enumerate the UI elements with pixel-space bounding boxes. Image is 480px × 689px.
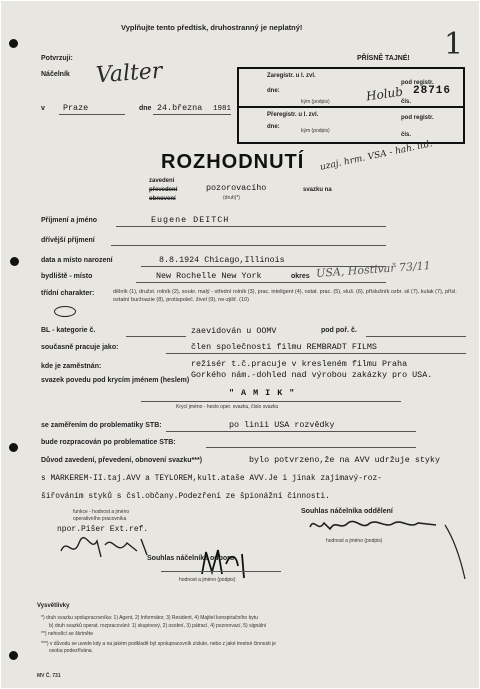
stb-focus-label: se zaměřením do problematiky STB: bbox=[41, 422, 162, 429]
residence-label: bydliště - místo bbox=[41, 273, 93, 280]
job-label: současně pracuje jako: bbox=[41, 344, 119, 351]
employer-label: kde je zaměstnán: bbox=[41, 363, 102, 370]
unit-chief-hint: hodnost a jméno (podpis) bbox=[179, 577, 236, 583]
employer-line-1: režisér t.č.pracuje v kresleném filmu Praha bbox=[191, 359, 408, 369]
reason-line-1: bylo potvrzeno,že na AVV udržuje styky bbox=[249, 455, 440, 465]
punch-hole-lower bbox=[9, 443, 18, 452]
stb-focus-value: po linii USA rozvědky bbox=[229, 420, 335, 430]
chief-label: Náčelník bbox=[41, 71, 70, 78]
cover-name-hint: Krycí jméno - heslo oper. svazku, číslo svazku bbox=[176, 404, 279, 410]
processing-underline bbox=[206, 447, 416, 448]
footnote-1b: b) druh svazků operat. rozpracování: 1) skupinový, 2) osobní, 3) pátrací, 4) pozorovací, 5) signální bbox=[49, 623, 267, 629]
place-value: Praze bbox=[63, 103, 89, 113]
subtitle-zavedeni: zavedení bbox=[149, 178, 175, 184]
margin-note: uzaj. hrm. VSA - hah. itd. bbox=[319, 139, 434, 173]
dept-chief-hint: hodnost a jméno (podpis) bbox=[326, 538, 383, 544]
job-underline bbox=[166, 353, 466, 354]
subtitle-prevedeni: převedení bbox=[149, 187, 178, 193]
reg1-number: 28716 bbox=[413, 85, 452, 97]
officer-role-hint: funkce - hodnost a jméno bbox=[73, 509, 130, 515]
class-options: dělník (1), družst. rolník (2), soukr. malý - střední rolník (3), prac. inteligent (4), ostat. prac. (5), sluš. (6), příslušník ozbr. sil (7), kulak (7), přísl. ostatní buržoazie (8), protispoleč. živel (9), ne-zjišť. (10) bbox=[113, 289, 457, 303]
birth-value: 8.8.1924 Chicago,Illinois bbox=[159, 255, 285, 265]
footnote-1: *) druh svazku spolupracovníka: 1) Agent, 2) Informátor, 3) Resident, 4) Majitel konspiračního bytu bbox=[41, 615, 259, 621]
reason-line-2: s MARKEREM-II.taj.AVV a TEYLOREM,kult.ataše AVV.Je i jinak zajímavý-roz- bbox=[41, 474, 382, 483]
year-value: 1981 bbox=[213, 105, 232, 113]
date-value: 24.března bbox=[157, 103, 203, 113]
job-value: člen společnosti filmu REMBRADT FILMS bbox=[191, 342, 377, 352]
subtitle-svazek-na: svazku na bbox=[303, 187, 332, 193]
unit-chief-label: Souhlas náčelníka odboru bbox=[147, 555, 235, 562]
footnote-3b: osoba podezřívána. bbox=[49, 648, 93, 654]
page-number: 1 bbox=[444, 27, 464, 62]
place-label: v bbox=[41, 105, 45, 112]
bl-category-label: BL - kategorie č. bbox=[41, 327, 96, 334]
order-underline bbox=[366, 336, 466, 337]
footnote-2: **) nehodící se škrtněte bbox=[41, 631, 93, 637]
earlier-name-label: dřívější příjmení bbox=[41, 237, 95, 244]
reason-line-3: šiřováním styků s čsl.občany.Podezření ze špionážní činnosti. bbox=[41, 492, 330, 501]
cover-name-label: svazek povedu pod krycím jménem (heslem) bbox=[41, 377, 190, 384]
margin-bracket bbox=[441, 521, 471, 581]
reg2-date-label: dne: bbox=[267, 124, 280, 130]
reg1-by-label: kým (podpis) bbox=[301, 99, 330, 105]
document-title: ROZHODNUTÍ bbox=[161, 151, 305, 173]
subtitle-obnoveni: obnovení bbox=[149, 196, 176, 202]
officer-name: npor.Pišer Ext.ref. bbox=[57, 525, 149, 534]
chief-signature: Valter bbox=[95, 58, 164, 89]
residence-underline bbox=[136, 282, 386, 283]
residence-value: New Rochelle New York bbox=[156, 271, 262, 281]
subtitle-druh: (druh)*) bbox=[223, 195, 240, 201]
cover-name-value: " A M I K " bbox=[229, 388, 296, 398]
header-notice: Vyplňujte tento předtisk, druhostranný je neplatný! bbox=[121, 23, 303, 32]
earlier-name-underline bbox=[111, 245, 386, 246]
registry-divider bbox=[239, 106, 463, 108]
place-underline bbox=[59, 114, 125, 115]
name-underline bbox=[116, 226, 386, 227]
officer-signature bbox=[57, 533, 157, 563]
reg1-cis-label: čís. bbox=[401, 99, 412, 105]
unit-chief-underline bbox=[161, 571, 281, 572]
date-underline bbox=[153, 114, 231, 115]
dept-chief-signature bbox=[306, 513, 446, 539]
district-label: okres bbox=[291, 273, 310, 280]
date-label: dne bbox=[139, 105, 152, 112]
document-sheet bbox=[1, 1, 479, 688]
reason-label: Důvod zavedení, převedení, obnovení svazku***) bbox=[41, 457, 203, 464]
reg1-signature: Holub bbox=[365, 84, 404, 104]
reg2-cis-label: čís. bbox=[401, 132, 412, 138]
subtitle-svazek-type: pozorovacího bbox=[206, 183, 267, 193]
residence-note: USA, Hostivař 73/11 bbox=[315, 259, 432, 280]
reg1-num-label: pod registr. bbox=[401, 80, 434, 86]
name-label: Příjmení a jméno bbox=[41, 217, 98, 224]
top-secret-label: PŘÍSNĚ TAJNÉ! bbox=[357, 55, 410, 62]
reg2-by-label: kým (podpis) bbox=[301, 128, 330, 134]
reg1-date-label: dne: bbox=[267, 88, 280, 94]
order-number-label: pod poř. č. bbox=[321, 327, 357, 334]
reg2-num-label: pod registr. bbox=[401, 115, 434, 121]
reg2-label: Přeregistr. u I. zvl. bbox=[267, 112, 319, 118]
cover-underline bbox=[141, 401, 401, 402]
officer-role-hint-2: operativního pracovníka bbox=[73, 516, 127, 522]
class-selection-circle bbox=[54, 306, 76, 317]
punch-hole-bottom bbox=[9, 651, 18, 660]
class-label: třídní charakter: bbox=[41, 290, 95, 297]
dept-chief-label: Souhlas náčelníka oddělení bbox=[301, 508, 393, 515]
punch-hole-top bbox=[9, 39, 18, 48]
employer-line-2: Gorkého nám.-dohled nad výrobou zakázky pro USA. bbox=[191, 370, 433, 380]
reg1-label: Zaregistr. u I. zvl. bbox=[267, 73, 316, 79]
footnotes-heading: Vysvětlivky bbox=[37, 603, 70, 609]
stb-underline bbox=[166, 431, 416, 432]
processing-label: bude rozpracován po problematice STB: bbox=[41, 439, 176, 446]
name-value: Eugene DEITCH bbox=[151, 215, 230, 225]
form-code: MV Č. 731 bbox=[37, 673, 61, 679]
bl-underline bbox=[126, 336, 186, 337]
footnote-3: ***) v důvodu se uvede kdy a na jakém podkladě byl spolupracovník získán, nebo z jaké trestné činnosti je bbox=[41, 641, 276, 647]
oomv-label: zaevidován u OOMV bbox=[191, 326, 277, 336]
punch-hole-middle bbox=[10, 257, 19, 266]
confirm-label: Potvrzuji: bbox=[41, 55, 73, 62]
birth-label: data a místo narození bbox=[41, 257, 113, 264]
